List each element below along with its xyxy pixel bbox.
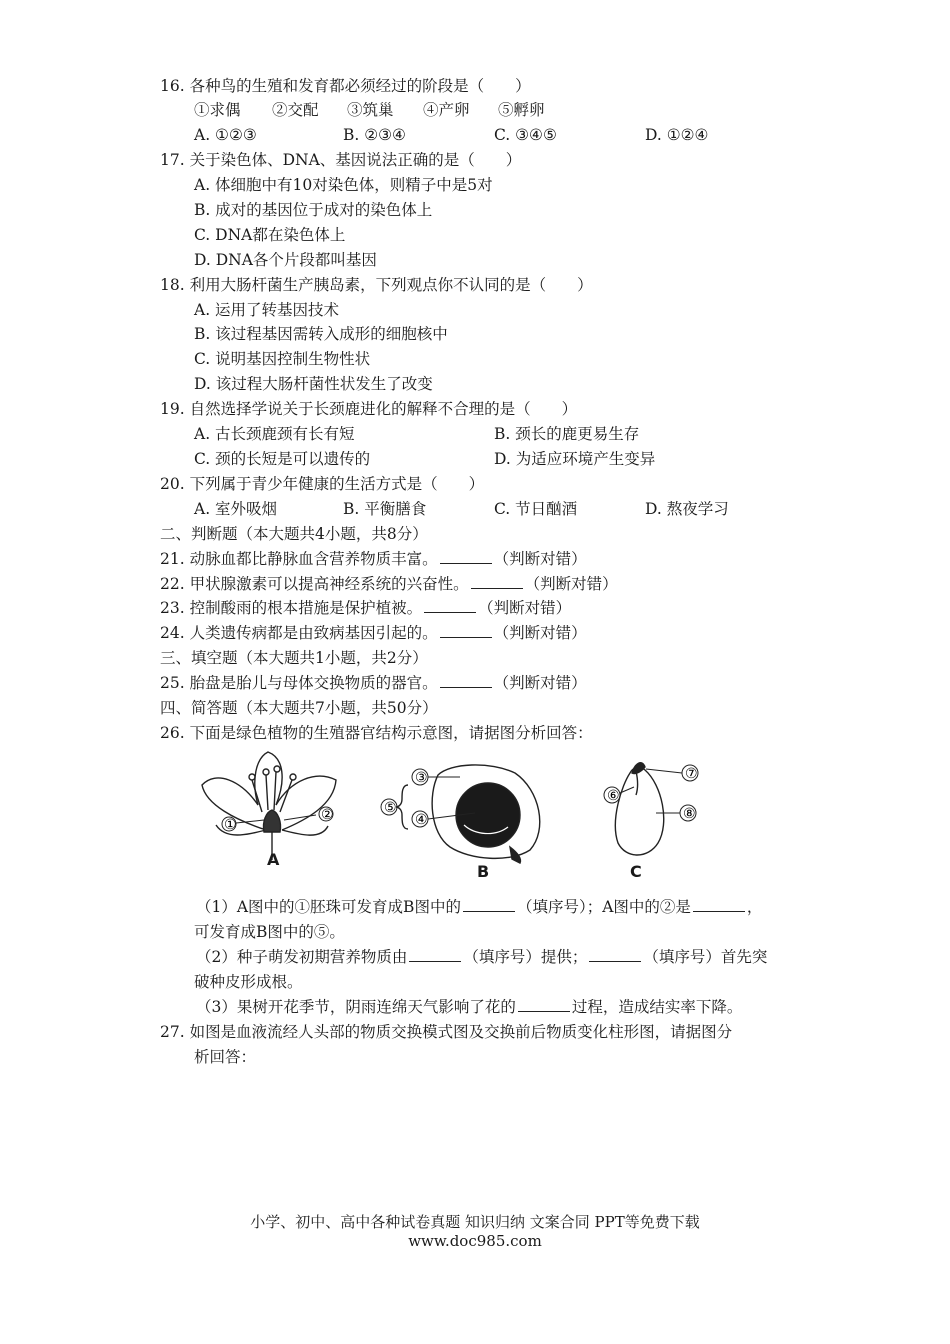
q17-stem: 17. 关于染色体、DNA、基因说法正确的是（ ） — [160, 151, 522, 169]
q16-option-b: B. ②③④ — [343, 126, 406, 144]
judge-item: 23. 控制酸雨的根本措施是保护植被。 （判断对错） — [160, 599, 572, 617]
answer-blank[interactable] — [471, 574, 523, 589]
answer-blank[interactable] — [518, 997, 570, 1012]
q26-stem: 26. 下面是绿色植物的生殖器官结构示意图，请据图分析回答： — [160, 724, 593, 742]
label-3: ③ — [415, 770, 428, 786]
q26-sub1: （1）A图中的①胚珠可发育成B图中的 （填序号）；A图中的②是 ， — [196, 898, 763, 916]
q16-stem: 16. 各种鸟的生殖和发育都必须经过的阶段是（ ） — [160, 77, 531, 95]
q18-option-d: D. 该过程大肠杆菌性状发生了改变 — [194, 375, 433, 393]
q25: 25. 胎盘是胎儿与母体交换物质的器官。 （判断对错） — [160, 674, 587, 692]
q19-option-b: B. 颈长的鹿更易生存 — [494, 425, 640, 443]
answer-blank[interactable] — [440, 673, 492, 688]
q20-stem: 20. 下列属于青少年健康的生活方式是（ ） — [160, 475, 485, 493]
figure-label-b: B — [477, 862, 490, 881]
q20-option-a: A. 室外吸烟 — [194, 500, 278, 518]
answer-blank[interactable] — [409, 947, 461, 962]
q20-option-d: D. 熬夜学习 — [645, 500, 729, 518]
q20-option-c: C. 节日酗酒 — [494, 500, 578, 518]
label-2: ② — [321, 807, 334, 823]
answer-blank[interactable] — [693, 897, 745, 912]
answer-blank[interactable] — [440, 549, 492, 564]
q17-option-b: B. 成对的基因位于成对的染色体上 — [194, 201, 433, 219]
answer-blank[interactable] — [440, 623, 492, 638]
q18-option-c: C. 说明基因控制生物性状 — [194, 350, 371, 368]
q18-option-b: B. 该过程基因需转入成形的细胞核中 — [194, 325, 448, 343]
section-heading: 四、简答题（本大题共7小题，共50分） — [160, 699, 438, 717]
q19-option-d: D. 为适应环境产生变异 — [494, 450, 656, 468]
q17-option-d: D. DNA各个片段都叫基因 — [194, 251, 377, 269]
q19-option-c: C. 颈的长短是可以遗传的 — [194, 450, 371, 468]
label-5: ⑤ — [384, 800, 397, 816]
q18-stem: 18. 利用大肠杆菌生产胰岛素，下列观点你不认同的是（ ） — [160, 276, 593, 294]
seed-diagram — [600, 755, 720, 865]
q17-option-a: A. 体细胞中有10对染色体，则精子中是5对 — [194, 176, 493, 194]
q27-stem: 27. 如图是血液流经人头部的物质交换模式图及交换前后物质变化柱形图，请据图分 — [160, 1023, 733, 1041]
footer-line: 小学、初中、高中各种试卷真题 知识归纳 文案合同 PPT等免费下载 — [250, 1213, 700, 1231]
q17-option-c: C. DNA都在染色体上 — [194, 226, 346, 244]
q19-stem: 19. 自然选择学说关于长颈鹿进化的解释不合理的是（ ） — [160, 400, 578, 418]
q19-option-a: A. 古长颈鹿颈有长有短 — [194, 425, 355, 443]
q26-sub3: （3）果树开花季节，阴雨连绵天气影响了花的 过程，造成结实率下降。 — [196, 998, 743, 1016]
q16-option-a: A. ①②③ — [194, 126, 257, 144]
q16-item: ②交配 — [272, 101, 319, 119]
figure-label-c: C — [630, 862, 642, 881]
label-7: ⑦ — [685, 766, 698, 782]
q18-option-a: A. 运用了转基因技术 — [194, 301, 340, 319]
label-6: ⑥ — [607, 788, 620, 804]
answer-blank[interactable] — [589, 947, 641, 962]
fruit-diagram — [380, 755, 560, 865]
figure-label-a: A — [267, 850, 280, 869]
judge-item: 22. 甲状腺激素可以提高神经系统的兴奋性。 （判断对错） — [160, 575, 618, 593]
q16-option-c: C. ③④⑤ — [494, 126, 557, 144]
q16-item: ①求偶 — [194, 101, 241, 119]
answer-blank[interactable] — [424, 598, 476, 613]
footer-url[interactable]: www.doc985.com — [408, 1232, 542, 1250]
label-8: ⑧ — [683, 806, 696, 822]
judge-item: 24. 人类遗传病都是由致病基因引起的。 （判断对错） — [160, 624, 587, 642]
answer-blank[interactable] — [463, 897, 515, 912]
q16-item: ③筑巢 — [347, 101, 394, 119]
section-heading: 三、填空题（本大题共1小题，共2分） — [160, 649, 428, 667]
section-heading: 二、判断题（本大题共4小题，共8分） — [160, 525, 428, 543]
q26-sub2-cont: 破种皮形成根。 — [194, 973, 303, 991]
q16-item: ④产卵 — [423, 101, 470, 119]
q16-option-d: D. ①②④ — [645, 126, 709, 144]
q16-item: ⑤孵卵 — [498, 101, 545, 119]
label-4: ④ — [415, 812, 428, 828]
judge-item: 21. 动脉血都比静脉血含营养物质丰富。 （判断对错） — [160, 550, 587, 568]
q20-option-b: B. 平衡膳食 — [343, 500, 427, 518]
q27-stem-cont: 析回答： — [194, 1048, 257, 1066]
q26-sub2: （2）种子萌发初期营养物质由 （填序号）提供； （填序号）首先突 — [196, 948, 768, 966]
flower-diagram — [196, 750, 346, 865]
q26-sub1-cont: 可发育成B图中的⑤。 — [194, 923, 345, 941]
label-1: ① — [224, 817, 237, 833]
